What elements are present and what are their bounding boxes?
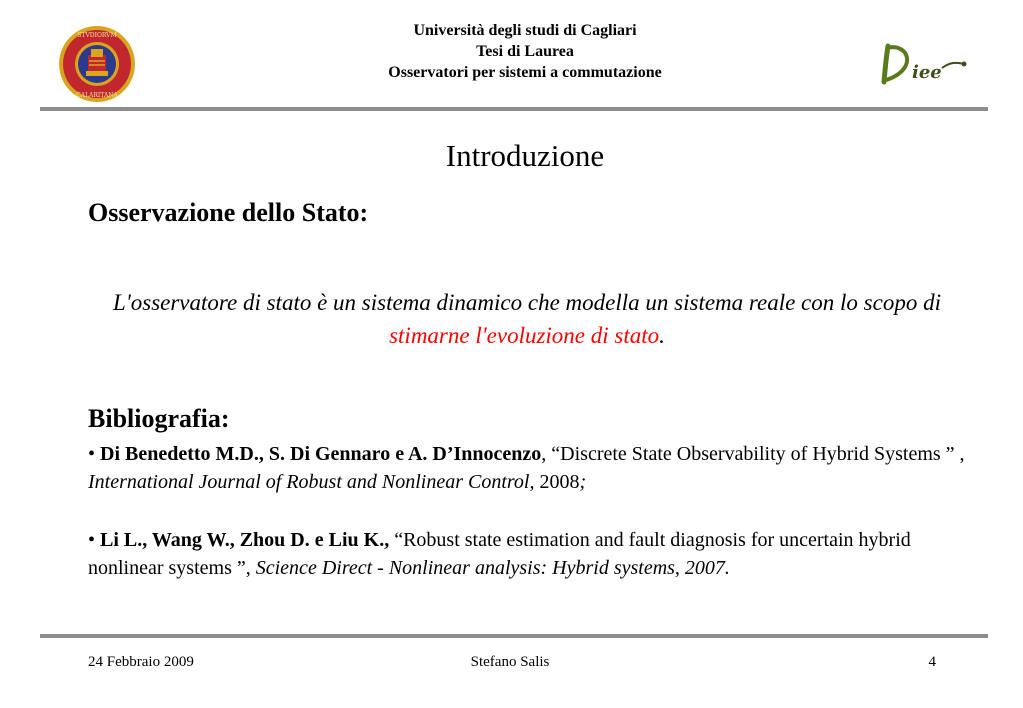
diee-logo [880, 40, 970, 88]
thesis-label: Tesi di Laurea [476, 43, 574, 60]
slide-title: Introduzione [445, 138, 605, 173]
header-titles [300, 20, 750, 83]
definition-paragraph [92, 286, 962, 352]
bullet: • [88, 529, 96, 551]
reference-year: 2008 [534, 471, 580, 493]
reference-authors: Li L., Wang W., Zhou D. e Liu K., [100, 529, 390, 551]
definition-highlight: stimarne l'evoluzione di stato [389, 323, 660, 348]
footer-author: Stefano Salis [470, 654, 550, 670]
section-heading-observation: Osservazione dello Stato: [88, 198, 369, 227]
university-seal-logo [58, 25, 136, 103]
reference-authors: Di Benedetto M.D., S. Di Gennaro e A. D’Innocenzo [100, 443, 542, 465]
svg-text:STVDIORVM: STVDIORVM [77, 32, 117, 39]
university-name: Università degli studi di Cagliari [413, 22, 637, 39]
svg-text:iee: iee [912, 62, 942, 83]
section-heading-bibliography: Bibliografia: [88, 404, 230, 433]
definition-end: . [659, 323, 665, 348]
page-number: 4 [928, 654, 936, 670]
header-divider [40, 107, 988, 111]
reference-item [88, 440, 968, 496]
svg-text:CALARITANA: CALARITANA [76, 92, 118, 99]
reference-journal: Science Direct - Nonlinear analysis: Hybrid systems, 2007. [255, 557, 730, 579]
footer-date: 24 Febbraio 2009 [88, 654, 194, 670]
footer-divider [40, 634, 988, 638]
reference-item [88, 526, 968, 582]
reference-title: “Robust state estimation and fault diagnosis for uncertain hybrid nonlinear systems ”, [88, 529, 911, 579]
reference-end: ; [579, 471, 587, 493]
reference-title: , “Discrete State Observability of Hybrid Systems ” , [541, 443, 965, 465]
definition-text: L'osservatore di stato è un sistema dinamico che modella un sistema reale con lo scopo di [113, 290, 941, 315]
thesis-title: Osservatori per sistemi a commutazione [388, 64, 662, 81]
reference-journal: International Journal of Robust and Nonlinear Control, [88, 471, 535, 493]
bullet: • [88, 443, 96, 465]
